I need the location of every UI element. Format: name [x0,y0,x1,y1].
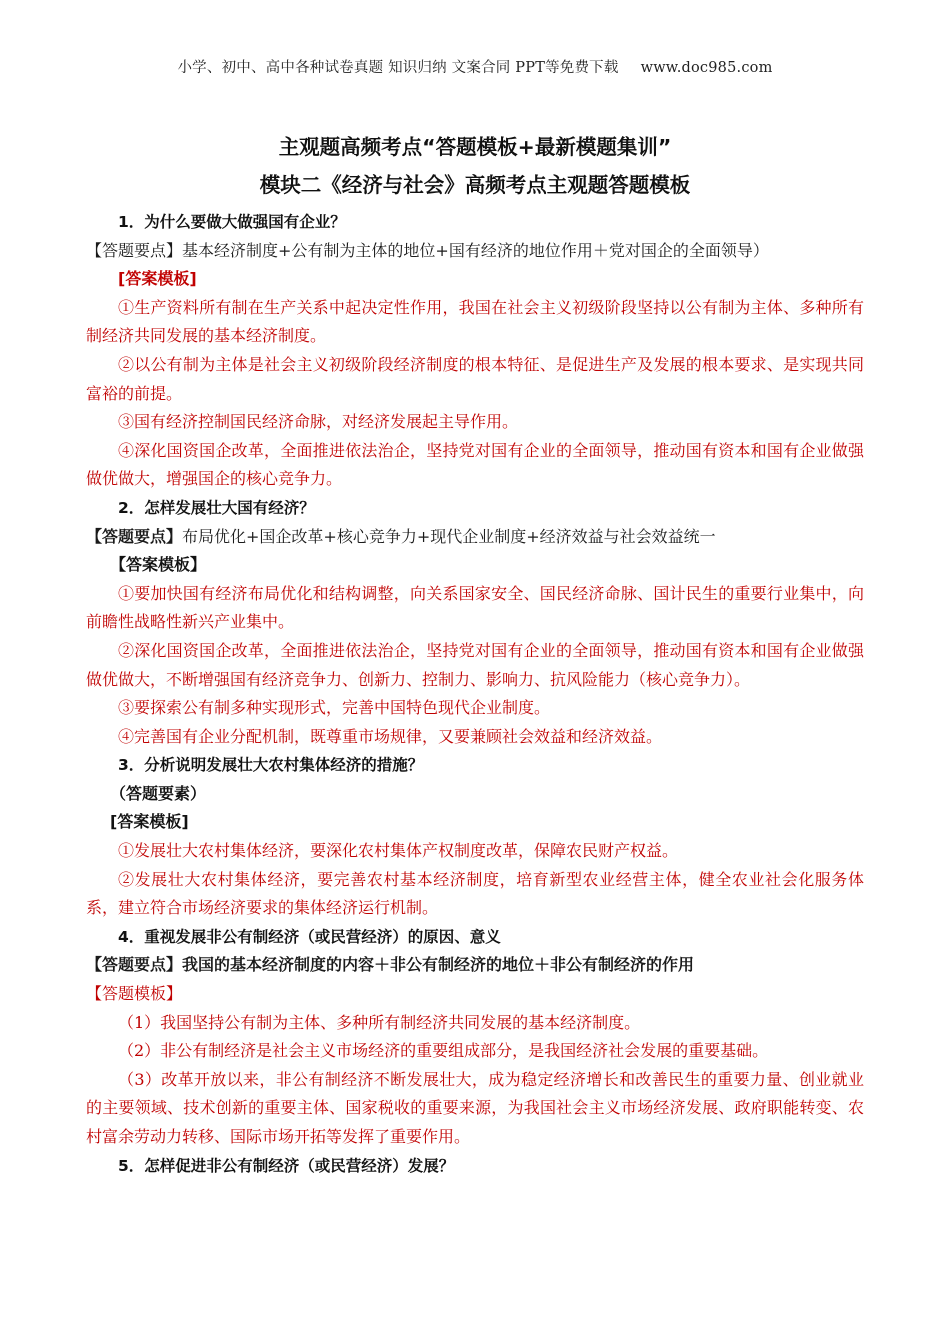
header-url: www.doc985.com [640,60,773,76]
template-label-3: [答案模板] [110,812,189,832]
answer-2-2: ②深化国资国企改革，全面推进依法治企，坚持党对国有企业的全面领导，推动国有资本和国有企业做强做优做大，不断增强国有经济竞争力、创新力、控制力、影响力、抗风险能力（核心竞争力）。 [86,640,864,689]
answer-4-3: （3）改革开放以来，非公有制经济不断发展壮大，成为稳定经济增长和改善民生的重要力量、创业就业的主要领域、技术创新的重要主体、国家税收的重要来源，为我国社会主义市场经济发展、政府职能转变、农村富余劳动力转移、国际市场开拓等发挥了重要作用。 [86,1069,864,1146]
key-elements-3: （答题要素） [110,783,207,803]
template-label-1: [答案模板] [118,269,197,289]
answer-4-1: （1）我国坚持公有制为主体、多种所有制经济共同发展的基本经济制度。 [118,1012,641,1032]
question-1: 1．为什么要做大做强国有企业？ [118,213,346,231]
header-text: 小学、初中、高中各种试卷真题 知识归纳 文案合同 PPT等免费下载 [177,60,619,76]
key-points-4 [86,951,864,980]
answer-3-1: ①发展壮大农村集体经济，要深化农村集体产权制度改革，保障农民财产权益。 [118,841,679,861]
key-points-1 [86,237,864,266]
answer-3-2: ②发展壮大农村集体经济，要完善农村基本经济制度，培育新型农业经营主体，健全农业社会化服务体系，建立符合市场经济要求的集体经济运行机制。 [86,869,864,918]
key-points-2 [86,523,864,552]
key-points-label: 【答题要点】 [86,526,183,546]
module-title: 模块二《经济与社会》高频考点主观题答题模板 [259,173,691,197]
question-4: 4．重视发展非公有制经济（或民营经济）的原因、意义 [118,927,501,946]
title-block [0,128,950,204]
question-5: 5．怎样促进非公有制经济（或民营经济）发展？ [118,1156,455,1175]
question-3: 3．分析说明发展壮大农村集体经济的措施？ [118,756,424,775]
key-points-text: 我国的基本经济制度的内容＋非公有制经济的地位＋非公有制经济的作用 [182,955,695,975]
answer-1-1: ①生产资料所有制在生产关系中起决定性作用，我国在社会主义初级阶段坚持以公有制为主体、多种所有制经济共同发展的基本经济制度。 [86,297,864,346]
key-points-label: 【答题要点】 [86,240,183,260]
answer-4-2: （2）非公有制经济是社会主义市场经济的重要组成部分，是我国经济社会发展的重要基础。 [118,1041,769,1061]
answer-2-1: ①要加快国有经济布局优化和结构调整，向关系国家安全、国民经济命脉、国计民生的重要行业集中，向前瞻性战略性新兴产业集中。 [86,583,864,632]
answer-2-3: ③要探索公有制多种实现形式，完善中国特色现代企业制度。 [118,698,551,718]
key-points-label: 【答题要点】 [86,955,183,975]
key-points-text: 基本经济制度+公有制为主体的地位+国有经济的地位作用＋党对国企的全面领导） [182,240,769,260]
document-body [86,208,864,1180]
page-header [0,56,950,77]
template-label-4: 【答题模板】 [86,984,183,1004]
document-title: 主观题高频考点“答题模板+最新模题集训” [278,135,672,159]
key-points-text: 布局优化+国企改革+核心竞争力+现代企业制度+经济效益与社会效益统一 [182,526,716,546]
answer-1-4: ④深化国资国企改革，全面推进依法治企，坚持党对国有企业的全面领导，推动国有资本和国有企业做强做优做大，增强国企的核心竞争力。 [86,440,864,489]
question-2: 2．怎样发展壮大国有经济？ [118,498,315,517]
answer-1-3: ③国有经济控制国民经济命脉，对经济发展起主导作用。 [118,412,519,432]
answer-2-4: ④完善国有企业分配机制，既尊重市场规律，又要兼顾社会效益和经济效益。 [118,726,663,746]
answer-1-2: ②以公有制为主体是社会主义初级阶段经济制度的根本特征、是促进生产及发展的根本要求、是实现共同富裕的前提。 [86,354,864,403]
template-label-2: 【答案模板】 [110,555,207,575]
